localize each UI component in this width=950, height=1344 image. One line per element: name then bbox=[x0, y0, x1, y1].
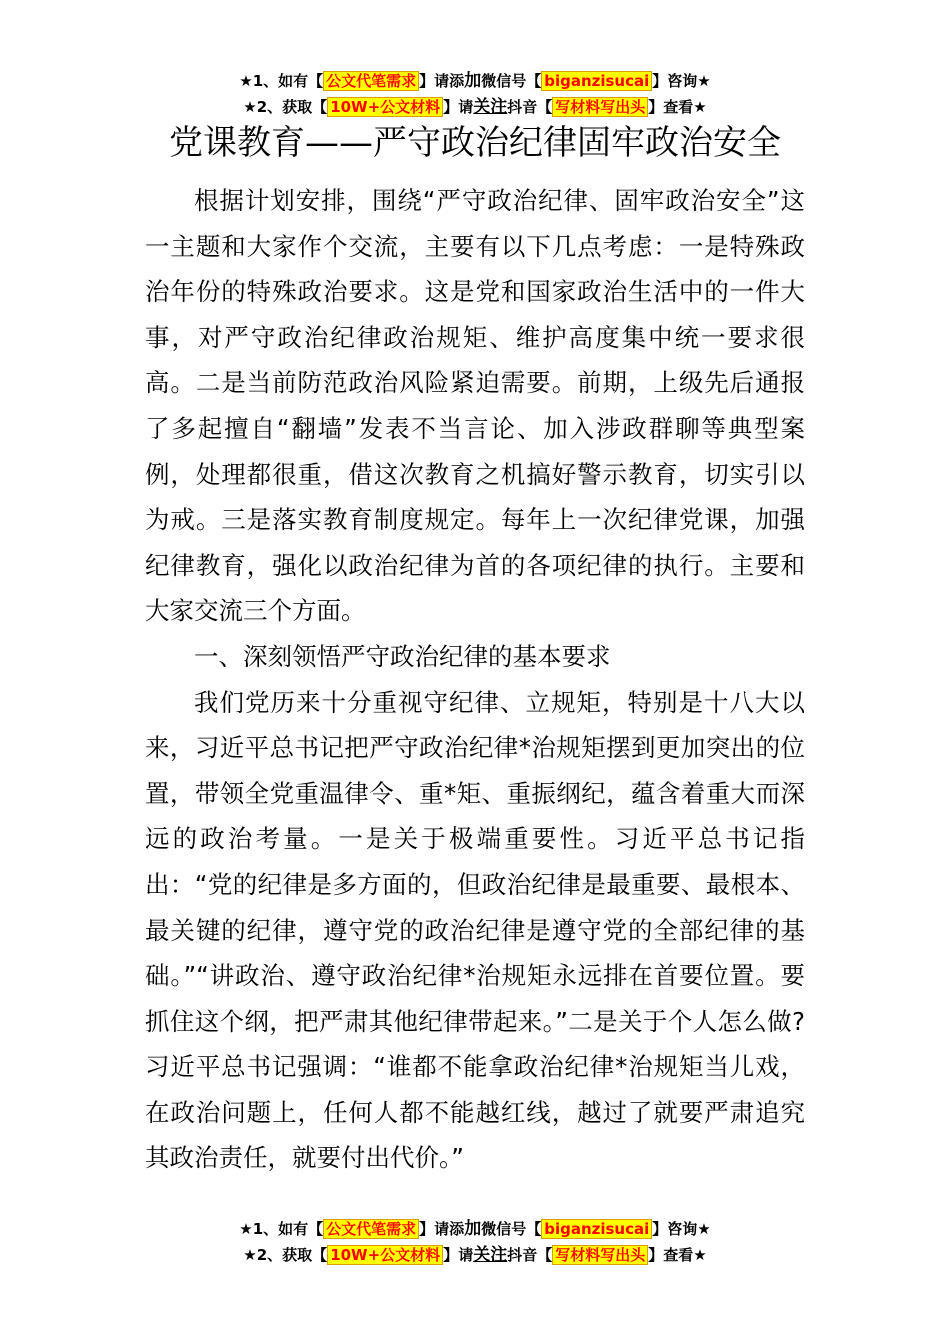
paragraph-section-1: 我们党历来十分重视守纪律、立规矩，特别是十八大以来，习近平总书记把严守政治纪律*治规矩摆到更加突出的位置，带领全党重温律令、重*矩、重振纲纪，蕴含着重大而深远的政治考量。一是关于极端重要性。习近平总书记指出：“党的纪律是多方面的，但政治纪律是最重要、最根本、最关键的纪律，遵守党的政治纪律是遵守党的全部纪律的基础。”“讲政治、遵守政治纪律*治规矩永远排在首要位置。要抓住这个纲，把严肃其他纪律带起来。”二是关于个人怎么做?习近平总书记强调：“谁都不能拿政治纪律*治规矩当儿戏，在政治问题上，任何人都不能越红线，越过了就要严肃追究其政治责任，就要付出代价。” bbox=[145, 687, 805, 1173]
promo-highlight-service: 公文代笔需求 bbox=[323, 1219, 419, 1239]
promo-line-1-prefix: ★1、如有【 bbox=[239, 1220, 324, 1238]
promo-line-1 bbox=[0, 68, 950, 94]
promo-line-1-mid-b: 加 bbox=[464, 1219, 482, 1239]
promo-line-2-prefix: ★2、获取【 bbox=[243, 98, 328, 116]
promo-line-1-mid-c: 微信号【 bbox=[481, 1220, 542, 1238]
promo-line-2-mid-c: 抖音【 bbox=[507, 98, 553, 116]
promo-highlight-douyin: 写材料写出头 bbox=[552, 1245, 648, 1265]
document-body bbox=[145, 178, 805, 1181]
promo-line-2-mid-c: 抖音【 bbox=[507, 1246, 553, 1264]
promo-line-2-mid-b: 关注 bbox=[473, 97, 508, 117]
promo-line-1-mid-a: 】请添 bbox=[419, 72, 465, 90]
promo-line-2-suffix: 】查看★ bbox=[648, 98, 707, 116]
promo-highlight-wechat-id: biganzisucai bbox=[541, 71, 652, 91]
promo-line-2-mid-a: 】请 bbox=[443, 1246, 474, 1264]
paragraph-intro: 根据计划安排，围绕“严守政治纪律、固牢政治安全”这一主题和大家作个交流，主要有以下几点考虑：一是特殊政治年份的特殊政治要求。这是党和国家政治生活中的一件大事，对严守政治纪律政治规矩、维护高度集中统一要求很高。二是当前防范政治风险紧迫需要。前期，上级先后通报了多起擅自“翻墙”发表不当言论、加入涉政群聊等典型案例，处理都很重，借这次教育之机搞好警示教育，切实引以为戒。三是落实教育制度规定。每年上一次纪律党课，加强纪律教育，强化以政治纪律为首的各项纪律的执行。主要和大家交流三个方面。 bbox=[145, 186, 805, 626]
promo-highlight-wechat-id: biganzisucai bbox=[541, 1219, 652, 1239]
promo-line-2-suffix: 】查看★ bbox=[648, 1246, 707, 1264]
promo-banner-bottom bbox=[0, 1216, 950, 1268]
promo-line-2 bbox=[0, 94, 950, 120]
promo-line-1-suffix: 】咨询★ bbox=[652, 1220, 711, 1238]
promo-highlight-materials: 10W+公文材料 bbox=[327, 1245, 443, 1265]
promo-line-2-mid-b: 关注 bbox=[473, 1245, 508, 1265]
promo-banner-top bbox=[0, 68, 950, 120]
promo-line-2-prefix: ★2、获取【 bbox=[243, 1246, 328, 1264]
section-heading-1: 一、深刻领悟严守政治纪律的基本要求 bbox=[194, 641, 611, 671]
promo-line-1-mid-b: 加 bbox=[464, 71, 482, 91]
promo-line-1-prefix: ★1、如有【 bbox=[239, 72, 324, 90]
promo-highlight-materials: 10W+公文材料 bbox=[327, 97, 443, 117]
promo-line-1-suffix: 】咨询★ bbox=[652, 72, 711, 90]
promo-highlight-douyin: 写材料写出头 bbox=[552, 97, 648, 117]
document-title: 党课教育——严守政治纪律固牢政治安全 bbox=[169, 123, 781, 163]
promo-line-1-mid-a: 】请添 bbox=[419, 1220, 465, 1238]
promo-line-2-mid-a: 】请 bbox=[443, 98, 474, 116]
promo-highlight-service: 公文代笔需求 bbox=[323, 71, 419, 91]
promo-line-1 bbox=[0, 1216, 950, 1242]
promo-line-2 bbox=[0, 1242, 950, 1268]
promo-line-1-mid-c: 微信号【 bbox=[481, 72, 542, 90]
